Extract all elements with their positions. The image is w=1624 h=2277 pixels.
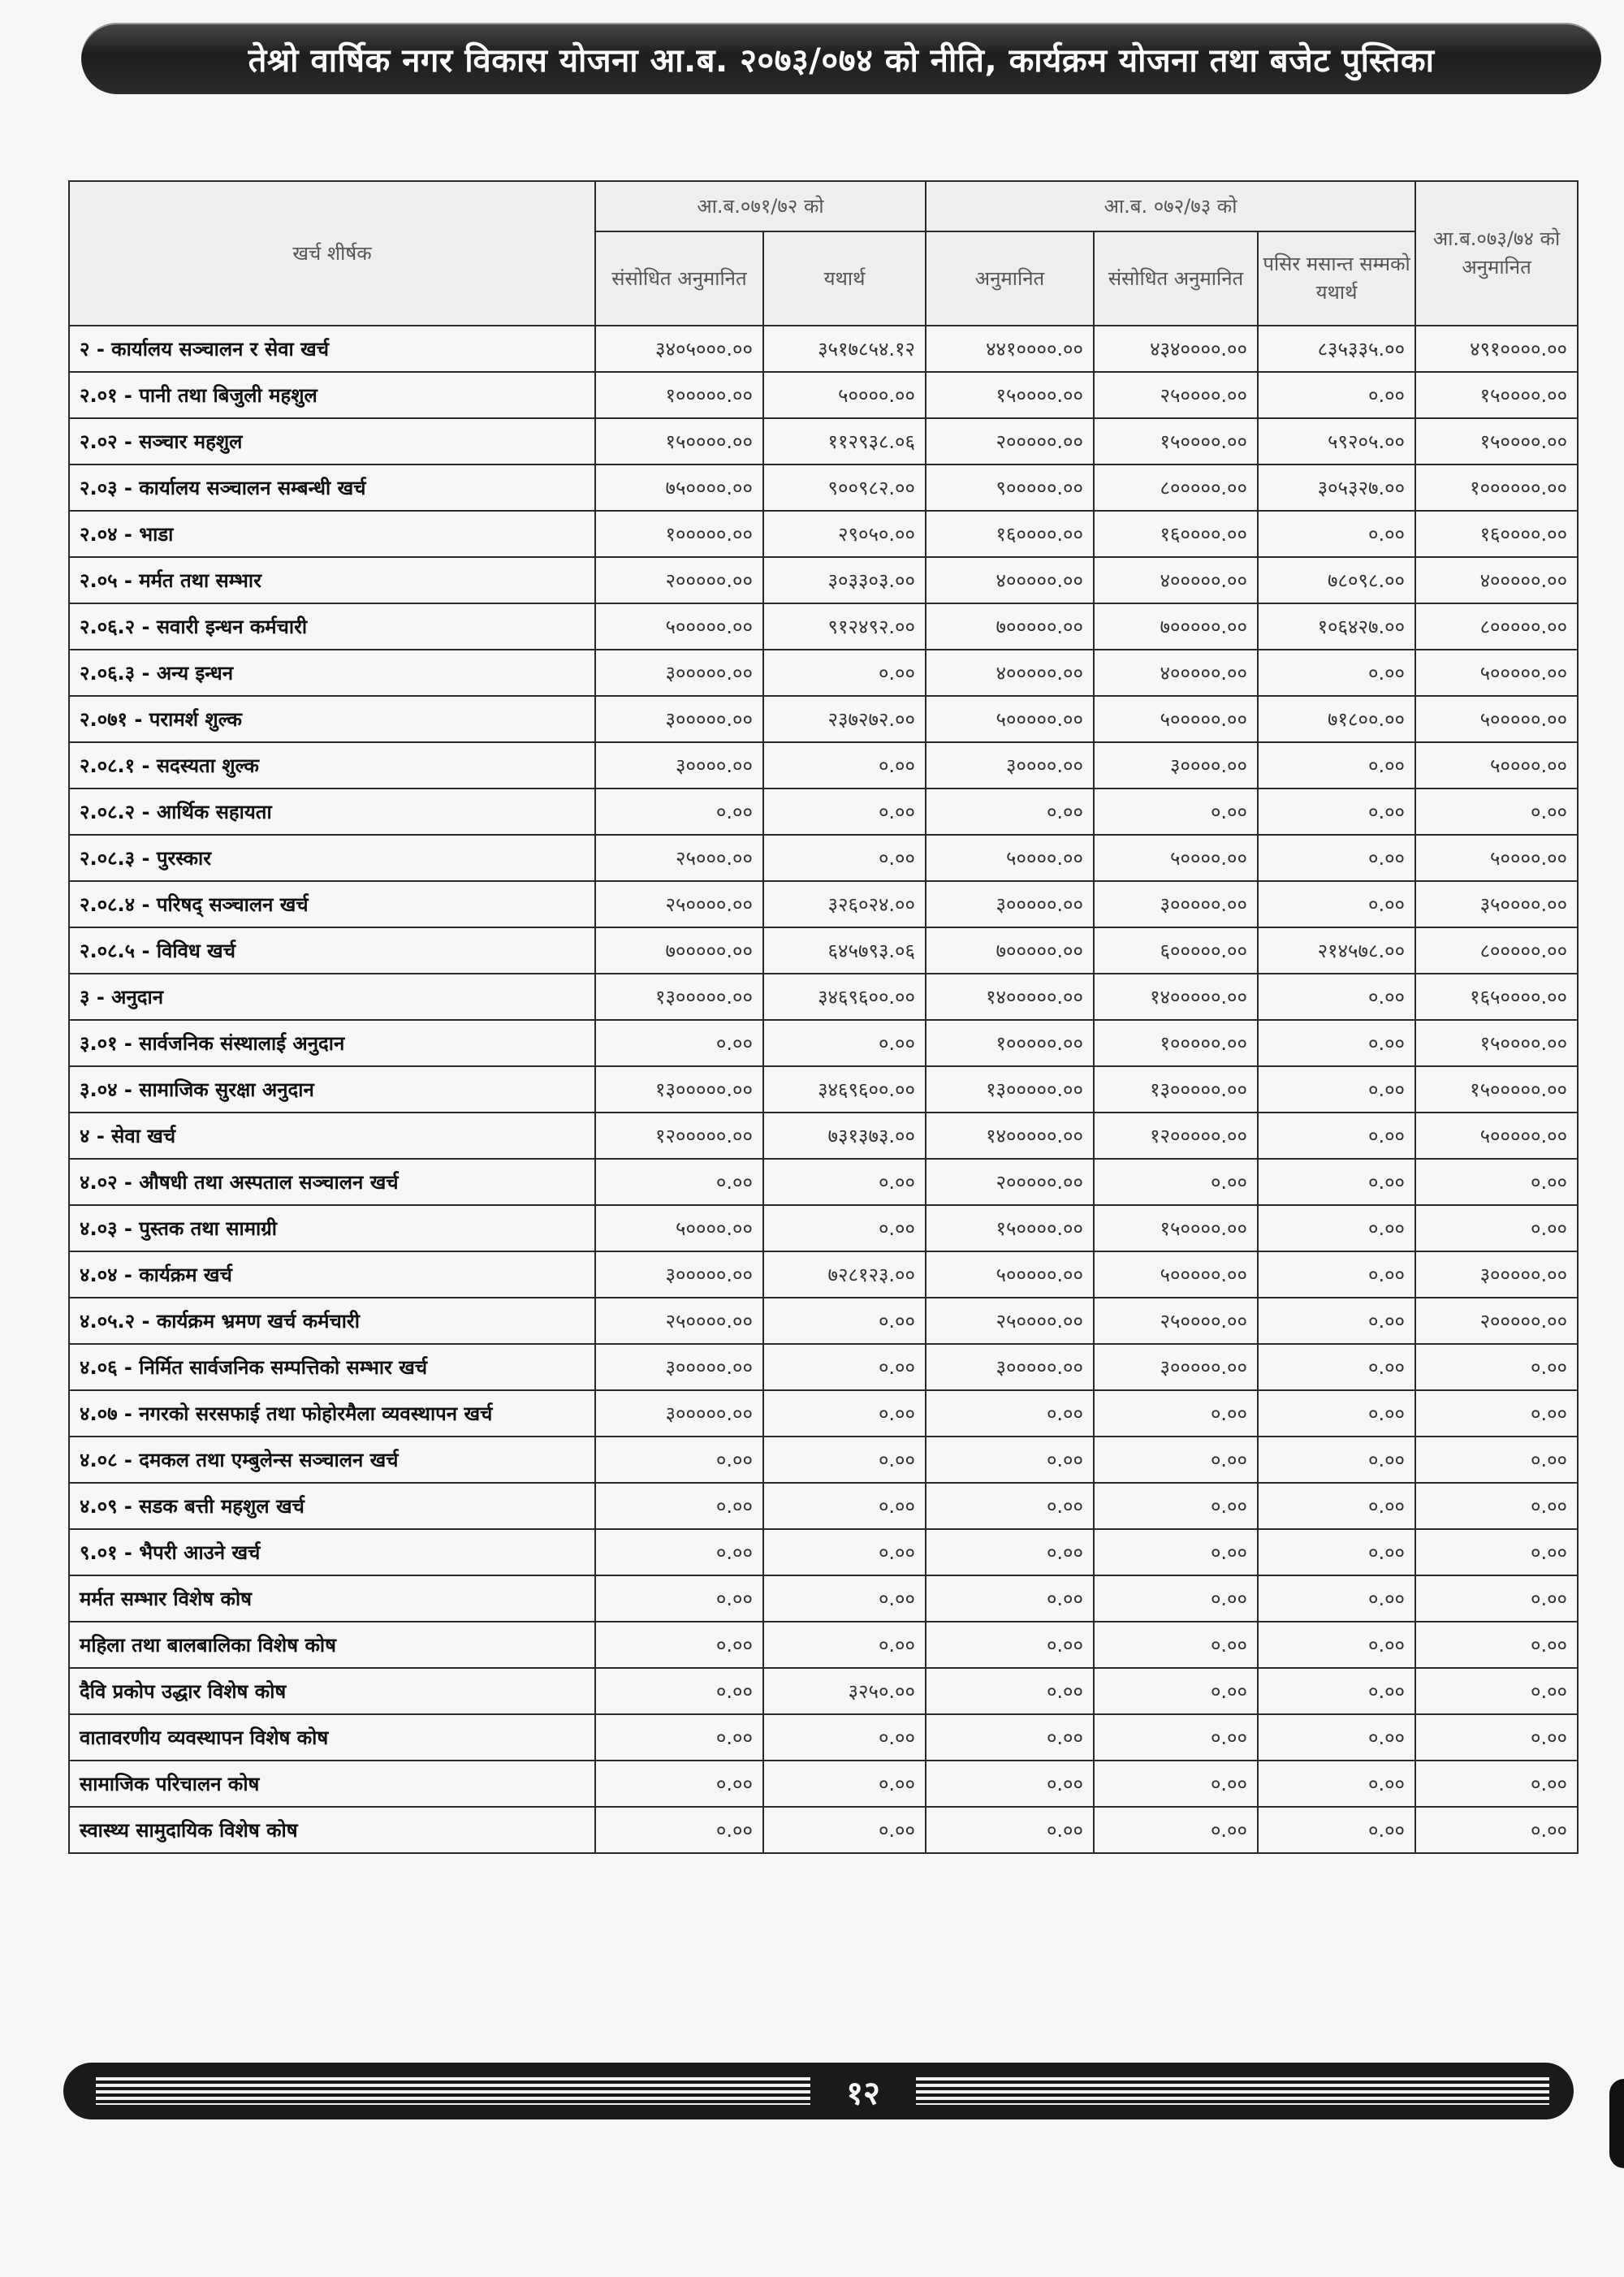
amount-cell: ०.०० bbox=[595, 1020, 763, 1066]
expense-head-cell: २.०३ - कार्यालय सञ्चालन सम्बन्धी खर्च bbox=[69, 464, 595, 511]
budget-table bbox=[68, 180, 1579, 1854]
amount-cell: ०.०० bbox=[1258, 1251, 1415, 1298]
amount-cell: १५००००.०० bbox=[595, 418, 763, 464]
amount-cell: ७३१३७३.०० bbox=[763, 1113, 926, 1159]
page-title: तेश्रो वार्षिक नगर विकास योजना आ.ब. २०७३/०७४ को नीति, कार्यक्रम योजना तथा बजेट पुस्तिका bbox=[248, 41, 1435, 80]
amount-cell: ०.०० bbox=[1094, 1575, 1258, 1622]
column-head-expense-title: खर्च शीर्षक bbox=[69, 181, 595, 326]
amount-cell: ०.०० bbox=[595, 1668, 763, 1714]
expense-head-cell: २.०६.३ - अन्य इन्धन bbox=[69, 650, 595, 696]
table-row bbox=[69, 1344, 1578, 1390]
table-row bbox=[69, 1205, 1578, 1251]
expense-head-cell: ३ - अनुदान bbox=[69, 974, 595, 1020]
amount-cell: ०.०० bbox=[1415, 1622, 1578, 1668]
amount-cell: ०.०० bbox=[1415, 789, 1578, 835]
amount-cell: १३०००००.०० bbox=[595, 1066, 763, 1113]
amount-cell: ०.०० bbox=[763, 1483, 926, 1529]
amount-cell: ६०००००.०० bbox=[1094, 927, 1258, 974]
expense-head-cell: ३.०१ - सार्वजनिक संस्थालाई अनुदान bbox=[69, 1020, 595, 1066]
table-row bbox=[69, 1668, 1578, 1714]
amount-cell: ०.०० bbox=[1258, 1390, 1415, 1437]
amount-cell: ०.०० bbox=[595, 1575, 763, 1622]
expense-head-cell: २.०४ - भाडा bbox=[69, 511, 595, 557]
amount-cell: ३४०५०००.०० bbox=[595, 326, 763, 372]
amount-cell: ०.०० bbox=[763, 742, 926, 789]
amount-cell: ४०००००.०० bbox=[1094, 557, 1258, 603]
amount-cell: ०.०० bbox=[1415, 1205, 1578, 1251]
expense-head-cell: २.०२ - सञ्चार महशुल bbox=[69, 418, 595, 464]
amount-cell: ०.०० bbox=[1258, 1483, 1415, 1529]
amount-cell: १००००००.०० bbox=[1415, 464, 1578, 511]
amount-cell: ५०००००.०० bbox=[926, 1251, 1094, 1298]
expense-head-cell: २.०१ - पानी तथा बिजुली महशुल bbox=[69, 372, 595, 418]
amount-cell: ०.०० bbox=[926, 1761, 1094, 1807]
amount-cell: ०.०० bbox=[1415, 1807, 1578, 1853]
amount-cell: १०००००.०० bbox=[595, 511, 763, 557]
expense-head-cell: ४.०४ - कार्यक्रम खर्च bbox=[69, 1251, 595, 1298]
table-row bbox=[69, 1298, 1578, 1344]
column-group-fy-7273: आ.ब. ०७२/७३ को bbox=[926, 181, 1415, 231]
amount-cell: २९०५०.०० bbox=[763, 511, 926, 557]
amount-cell: ०.०० bbox=[595, 789, 763, 835]
amount-cell: २०००००.०० bbox=[1415, 1298, 1578, 1344]
amount-cell: ०.०० bbox=[1415, 1714, 1578, 1761]
amount-cell: ०.०० bbox=[1094, 1761, 1258, 1807]
amount-cell: ३००००.०० bbox=[595, 742, 763, 789]
amount-cell: ४९१००००.०० bbox=[1415, 326, 1578, 372]
amount-cell: ७०००००.०० bbox=[1094, 603, 1258, 650]
expense-head-cell: ४ - सेवा खर्च bbox=[69, 1113, 595, 1159]
amount-cell: ७८०९८.०० bbox=[1258, 557, 1415, 603]
header-banner bbox=[81, 23, 1601, 94]
amount-cell: ०.०० bbox=[1258, 650, 1415, 696]
amount-cell: ०.०० bbox=[763, 789, 926, 835]
amount-cell: ०.०० bbox=[1258, 1344, 1415, 1390]
table-row bbox=[69, 742, 1578, 789]
expense-head-cell: ४.०८ - दमकल तथा एम्बुलेन्स सञ्चालन खर्च bbox=[69, 1437, 595, 1483]
amount-cell: ०.०० bbox=[763, 1575, 926, 1622]
amount-cell: ५००००.०० bbox=[1415, 742, 1578, 789]
amount-cell: ४३४००००.०० bbox=[1094, 326, 1258, 372]
amount-cell: ०.०० bbox=[1258, 511, 1415, 557]
amount-cell: ०.०० bbox=[1415, 1390, 1578, 1437]
column-head-estimate-7374: आ.ब.०७३/७४ को अनुमानित bbox=[1415, 181, 1578, 326]
amount-cell: ५००००.०० bbox=[595, 1205, 763, 1251]
amount-cell: ३००००.०० bbox=[926, 742, 1094, 789]
table-row bbox=[69, 1761, 1578, 1807]
amount-cell: ०.०० bbox=[1094, 1622, 1258, 1668]
table-row bbox=[69, 1714, 1578, 1761]
amount-cell: ०.०० bbox=[1094, 1529, 1258, 1575]
amount-cell: ३०००००.०० bbox=[595, 1251, 763, 1298]
amount-cell: ०.०० bbox=[926, 1529, 1094, 1575]
amount-cell: १३०००००.०० bbox=[595, 974, 763, 1020]
amount-cell: ०.०० bbox=[1258, 974, 1415, 1020]
amount-cell: ०.०० bbox=[926, 1483, 1094, 1529]
amount-cell: ३२६०२४.०० bbox=[763, 881, 926, 927]
table-body bbox=[69, 326, 1578, 1853]
amount-cell: ६४५७९३.०६ bbox=[763, 927, 926, 974]
amount-cell: ४४१००००.०० bbox=[926, 326, 1094, 372]
amount-cell: ९००९८२.०० bbox=[763, 464, 926, 511]
amount-cell: २५००००.०० bbox=[1094, 372, 1258, 418]
expense-head-cell: ४.०३ - पुस्तक तथा सामाग्री bbox=[69, 1205, 595, 1251]
amount-cell: ३०००००.०० bbox=[1094, 1344, 1258, 1390]
amount-cell: ०.०० bbox=[1094, 1437, 1258, 1483]
amount-cell: १५००००.०० bbox=[1415, 1020, 1578, 1066]
amount-cell: ९१२४९२.०० bbox=[763, 603, 926, 650]
amount-cell: ०.०० bbox=[1258, 372, 1415, 418]
table-row bbox=[69, 1159, 1578, 1205]
amount-cell: ०.०० bbox=[763, 1761, 926, 1807]
amount-cell: ०.०० bbox=[926, 1807, 1094, 1853]
table-row bbox=[69, 557, 1578, 603]
amount-cell: २५००००.०० bbox=[926, 1298, 1094, 1344]
amount-cell: ५००००.०० bbox=[926, 835, 1094, 881]
table-row bbox=[69, 1807, 1578, 1853]
amount-cell: ४०००००.०० bbox=[926, 650, 1094, 696]
column-head-revised-7273: संसोधित अनुमानित bbox=[1094, 231, 1258, 326]
amount-cell: १०००००.०० bbox=[595, 372, 763, 418]
amount-cell: १६००००.०० bbox=[1415, 511, 1578, 557]
amount-cell: २५००००.०० bbox=[1094, 1298, 1258, 1344]
binding-edge-mark bbox=[1609, 2079, 1624, 2168]
expense-head-cell: ९.०१ - भैपरी आउने खर्च bbox=[69, 1529, 595, 1575]
amount-cell: ७१८००.०० bbox=[1258, 696, 1415, 742]
expense-head-cell: ४.०५.२ - कार्यक्रम भ्रमण खर्च कर्मचारी bbox=[69, 1298, 595, 1344]
amount-cell: ०.०० bbox=[1258, 1020, 1415, 1066]
amount-cell: ०.०० bbox=[1094, 1714, 1258, 1761]
amount-cell: १३०००००.०० bbox=[926, 1066, 1094, 1113]
amount-cell: ०.०० bbox=[1258, 1529, 1415, 1575]
expense-head-cell: २.०८.४ - परिषद् सञ्चालन खर्च bbox=[69, 881, 595, 927]
amount-cell: २०००००.०० bbox=[595, 557, 763, 603]
amount-cell: ३४६९६००.०० bbox=[763, 1066, 926, 1113]
amount-cell: ३५१७८५४.१२ bbox=[763, 326, 926, 372]
amount-cell: ५०००००.०० bbox=[1094, 1251, 1258, 1298]
amount-cell: ८०००००.०० bbox=[1094, 464, 1258, 511]
amount-cell: ०.०० bbox=[1258, 1622, 1415, 1668]
amount-cell: ०.०० bbox=[1258, 1668, 1415, 1714]
column-head-revised-7172: संसोधित अनुमानित bbox=[595, 231, 763, 326]
amount-cell: १६००००.०० bbox=[1094, 511, 1258, 557]
table-row bbox=[69, 835, 1578, 881]
amount-cell: १४०००००.०० bbox=[1094, 974, 1258, 1020]
amount-cell: १६००००.०० bbox=[926, 511, 1094, 557]
expense-head-cell: २.०८.३ - पुरस्कार bbox=[69, 835, 595, 881]
page-number: १२ bbox=[846, 2074, 880, 2112]
amount-cell: ०.०० bbox=[1258, 1575, 1415, 1622]
amount-cell: ८०००००.०० bbox=[1415, 603, 1578, 650]
column-head-upto-actual-7273: पसिर मसान्त सम्मको यथार्थ bbox=[1258, 231, 1415, 326]
amount-cell: ५०००००.०० bbox=[1415, 1113, 1578, 1159]
amount-cell: ०.०० bbox=[763, 1390, 926, 1437]
amount-cell: ०.०० bbox=[595, 1807, 763, 1853]
column-head-actual-7172: यथार्थ bbox=[763, 231, 926, 326]
amount-cell: ०.०० bbox=[763, 1437, 926, 1483]
amount-cell: ०.०० bbox=[1415, 1483, 1578, 1529]
amount-cell: ०.०० bbox=[1094, 1807, 1258, 1853]
amount-cell: ०.०० bbox=[763, 1205, 926, 1251]
amount-cell: ७०००००.०० bbox=[926, 603, 1094, 650]
amount-cell: ३०००००.०० bbox=[595, 1344, 763, 1390]
amount-cell: ०.०० bbox=[1415, 1344, 1578, 1390]
amount-cell: ०.०० bbox=[1258, 1066, 1415, 1113]
footer-decoration-right bbox=[916, 2077, 1549, 2105]
amount-cell: ०.०० bbox=[595, 1483, 763, 1529]
column-head-estimated-7273: अनुमानित bbox=[926, 231, 1094, 326]
amount-cell: २३७२७२.०० bbox=[763, 696, 926, 742]
amount-cell: ३५००००.०० bbox=[1415, 881, 1578, 927]
amount-cell: ०.०० bbox=[1258, 1298, 1415, 1344]
expense-head-cell: मर्मत सम्भार विशेष कोष bbox=[69, 1575, 595, 1622]
amount-cell: ०.०० bbox=[763, 1298, 926, 1344]
amount-cell: ०.०० bbox=[763, 1159, 926, 1205]
amount-cell: ०.०० bbox=[763, 1807, 926, 1853]
expense-head-cell: सामाजिक परिचालन कोष bbox=[69, 1761, 595, 1807]
amount-cell: ०.०० bbox=[595, 1714, 763, 1761]
amount-cell: ३०३३०३.०० bbox=[763, 557, 926, 603]
amount-cell: ०.०० bbox=[595, 1529, 763, 1575]
amount-cell: २१४५७८.०० bbox=[1258, 927, 1415, 974]
amount-cell: २५००००.०० bbox=[595, 881, 763, 927]
amount-cell: ५००००.०० bbox=[763, 372, 926, 418]
amount-cell: ७२८१२३.०० bbox=[763, 1251, 926, 1298]
expense-head-cell: वातावरणीय व्यवस्थापन विशेष कोष bbox=[69, 1714, 595, 1761]
amount-cell: ३०००००.०० bbox=[595, 650, 763, 696]
amount-cell: ०.०० bbox=[1258, 1437, 1415, 1483]
amount-cell: १०००००.०० bbox=[1094, 1020, 1258, 1066]
table-row bbox=[69, 1622, 1578, 1668]
expense-head-cell: दैवि प्रकोप उद्धार विशेष कोष bbox=[69, 1668, 595, 1714]
amount-cell: ०.०० bbox=[763, 835, 926, 881]
amount-cell: ४०००००.०० bbox=[1094, 650, 1258, 696]
expense-head-cell: २.०६.२ - सवारी इन्धन कर्मचारी bbox=[69, 603, 595, 650]
amount-cell: ०.०० bbox=[1415, 1529, 1578, 1575]
amount-cell: ०.०० bbox=[763, 1622, 926, 1668]
amount-cell: ०.०० bbox=[595, 1437, 763, 1483]
amount-cell: ०.०० bbox=[926, 1622, 1094, 1668]
amount-cell: ०.०० bbox=[926, 1668, 1094, 1714]
table-row bbox=[69, 464, 1578, 511]
table-row bbox=[69, 372, 1578, 418]
expense-head-cell: ४.०२ - औषधी तथा अस्पताल सञ्चालन खर्च bbox=[69, 1159, 595, 1205]
table-row bbox=[69, 1066, 1578, 1113]
expense-head-cell: २.०८.२ - आर्थिक सहायता bbox=[69, 789, 595, 835]
table-row bbox=[69, 974, 1578, 1020]
amount-cell: ०.०० bbox=[1258, 1113, 1415, 1159]
table-row bbox=[69, 326, 1578, 372]
amount-cell: ७०००००.०० bbox=[926, 927, 1094, 974]
amount-cell: ०.०० bbox=[595, 1159, 763, 1205]
table-row bbox=[69, 927, 1578, 974]
table-row bbox=[69, 1575, 1578, 1622]
amount-cell: १५००००.०० bbox=[926, 372, 1094, 418]
amount-cell: ०.०० bbox=[1094, 1159, 1258, 1205]
amount-cell: ०.०० bbox=[1094, 1668, 1258, 1714]
amount-cell: ११२९३८.०६ bbox=[763, 418, 926, 464]
expense-head-cell: ४.०९ - सडक बत्ती महशुल खर्च bbox=[69, 1483, 595, 1529]
table-row bbox=[69, 603, 1578, 650]
amount-cell: ०.०० bbox=[763, 1020, 926, 1066]
amount-cell: ५००००.०० bbox=[1415, 835, 1578, 881]
amount-cell: ३०५३२७.०० bbox=[1258, 464, 1415, 511]
table-row bbox=[69, 1437, 1578, 1483]
table-row bbox=[69, 881, 1578, 927]
amount-cell: ०.०० bbox=[763, 1714, 926, 1761]
amount-cell: १५००००.०० bbox=[1094, 1205, 1258, 1251]
amount-cell: ०.०० bbox=[1415, 1668, 1578, 1714]
amount-cell: ५९२०५.०० bbox=[1258, 418, 1415, 464]
table-row bbox=[69, 1113, 1578, 1159]
amount-cell: ५०००००.०० bbox=[1415, 696, 1578, 742]
table-header bbox=[69, 181, 1578, 326]
table-row bbox=[69, 1390, 1578, 1437]
amount-cell: ३०००००.०० bbox=[595, 696, 763, 742]
amount-cell: ३०००००.०० bbox=[1415, 1251, 1578, 1298]
amount-cell: ०.०० bbox=[763, 650, 926, 696]
amount-cell: १२०००००.०० bbox=[595, 1113, 763, 1159]
table-row bbox=[69, 418, 1578, 464]
amount-cell: ०.०० bbox=[1415, 1437, 1578, 1483]
amount-cell: ०.०० bbox=[763, 1529, 926, 1575]
amount-cell: ०.०० bbox=[1258, 1205, 1415, 1251]
amount-cell: ९०००००.०० bbox=[926, 464, 1094, 511]
amount-cell: १५०००००.०० bbox=[1415, 1066, 1578, 1113]
amount-cell: ०.०० bbox=[595, 1622, 763, 1668]
amount-cell: २०००००.०० bbox=[926, 1159, 1094, 1205]
amount-cell: १३०००००.०० bbox=[1094, 1066, 1258, 1113]
expense-head-cell: २ - कार्यालय सञ्चालन र सेवा खर्च bbox=[69, 326, 595, 372]
amount-cell: ४०००००.०० bbox=[1415, 557, 1578, 603]
amount-cell: ०.०० bbox=[1258, 835, 1415, 881]
footer-decoration-left bbox=[96, 2077, 810, 2105]
amount-cell: १२०००००.०० bbox=[1094, 1113, 1258, 1159]
amount-cell: ०.०० bbox=[1415, 1575, 1578, 1622]
amount-cell: ०.०० bbox=[763, 1344, 926, 1390]
amount-cell: ०.०० bbox=[1094, 789, 1258, 835]
expense-head-cell: ४.०६ - निर्मित सार्वजनिक सम्पत्तिको सम्भार खर्च bbox=[69, 1344, 595, 1390]
table-row bbox=[69, 696, 1578, 742]
expense-head-cell: २.०८.१ - सदस्यता शुल्क bbox=[69, 742, 595, 789]
amount-cell: २५००००.०० bbox=[595, 1298, 763, 1344]
table-row bbox=[69, 1483, 1578, 1529]
amount-cell: १६५००००.०० bbox=[1415, 974, 1578, 1020]
amount-cell: ३४६९६००.०० bbox=[763, 974, 926, 1020]
amount-cell: ०.०० bbox=[1258, 1807, 1415, 1853]
amount-cell: ०.०० bbox=[1258, 881, 1415, 927]
amount-cell: १०६४२७.०० bbox=[1258, 603, 1415, 650]
expense-head-cell: २.०८.५ - विविध खर्च bbox=[69, 927, 595, 974]
amount-cell: ०.०० bbox=[1258, 1761, 1415, 1807]
amount-cell: ०.०० bbox=[926, 1437, 1094, 1483]
amount-cell: २५०००.०० bbox=[595, 835, 763, 881]
amount-cell: ०.०० bbox=[1415, 1761, 1578, 1807]
expense-head-cell: २.०७१ - परामर्श शुल्क bbox=[69, 696, 595, 742]
expense-head-cell: महिला तथा बालबालिका विशेष कोष bbox=[69, 1622, 595, 1668]
amount-cell: ०.०० bbox=[926, 789, 1094, 835]
amount-cell: १५००००.०० bbox=[926, 1205, 1094, 1251]
amount-cell: ५०००००.०० bbox=[1094, 696, 1258, 742]
amount-cell: ७०००००.०० bbox=[595, 927, 763, 974]
amount-cell: ४०००००.०० bbox=[926, 557, 1094, 603]
amount-cell: ३०००००.०० bbox=[1094, 881, 1258, 927]
table-row bbox=[69, 650, 1578, 696]
table-row bbox=[69, 511, 1578, 557]
amount-cell: १४०००००.०० bbox=[926, 1113, 1094, 1159]
amount-cell: ०.०० bbox=[595, 1761, 763, 1807]
amount-cell: ०.०० bbox=[1094, 1390, 1258, 1437]
amount-cell: ५०००००.०० bbox=[926, 696, 1094, 742]
amount-cell: ०.०० bbox=[926, 1714, 1094, 1761]
page-footer bbox=[63, 2063, 1574, 2119]
amount-cell: २०००००.०० bbox=[926, 418, 1094, 464]
amount-cell: ८३५३३५.०० bbox=[1258, 326, 1415, 372]
amount-cell: ०.०० bbox=[1258, 742, 1415, 789]
amount-cell: ०.०० bbox=[1258, 789, 1415, 835]
table-row bbox=[69, 1529, 1578, 1575]
amount-cell: ३०००००.०० bbox=[926, 881, 1094, 927]
amount-cell: ५०००००.०० bbox=[595, 603, 763, 650]
amount-cell: ३०००००.०० bbox=[926, 1344, 1094, 1390]
expense-head-cell: ३.०४ - सामाजिक सुरक्षा अनुदान bbox=[69, 1066, 595, 1113]
amount-cell: ०.०० bbox=[926, 1390, 1094, 1437]
amount-cell: ०.०० bbox=[1415, 1159, 1578, 1205]
amount-cell: ०.०० bbox=[1258, 1159, 1415, 1205]
amount-cell: ०.०० bbox=[1258, 1714, 1415, 1761]
column-group-fy-7172: आ.ब.०७१/७२ को bbox=[595, 181, 926, 231]
amount-cell: १५००००.०० bbox=[1094, 418, 1258, 464]
table-row bbox=[69, 789, 1578, 835]
expense-head-cell: ४.०७ - नगरको सरसफाई तथा फोहोरमैला व्यवस्थापन खर्च bbox=[69, 1390, 595, 1437]
table-row bbox=[69, 1251, 1578, 1298]
amount-cell: १५००००.०० bbox=[1415, 418, 1578, 464]
amount-cell: ०.०० bbox=[926, 1575, 1094, 1622]
amount-cell: ५००००.०० bbox=[1094, 835, 1258, 881]
amount-cell: ७५००००.०० bbox=[595, 464, 763, 511]
amount-cell: ०.०० bbox=[1094, 1483, 1258, 1529]
amount-cell: ३२५०.०० bbox=[763, 1668, 926, 1714]
amount-cell: १५००००.०० bbox=[1415, 372, 1578, 418]
amount-cell: ५०००००.०० bbox=[1415, 650, 1578, 696]
expense-head-cell: स्वास्थ्य सामुदायिक विशेष कोष bbox=[69, 1807, 595, 1853]
amount-cell: १४०००००.०० bbox=[926, 974, 1094, 1020]
amount-cell: ३०००००.०० bbox=[595, 1390, 763, 1437]
table-row bbox=[69, 1020, 1578, 1066]
amount-cell: ८०००००.०० bbox=[1415, 927, 1578, 974]
amount-cell: ३००००.०० bbox=[1094, 742, 1258, 789]
amount-cell: १०००००.०० bbox=[926, 1020, 1094, 1066]
expense-head-cell: २.०५ - मर्मत तथा सम्भार bbox=[69, 557, 595, 603]
